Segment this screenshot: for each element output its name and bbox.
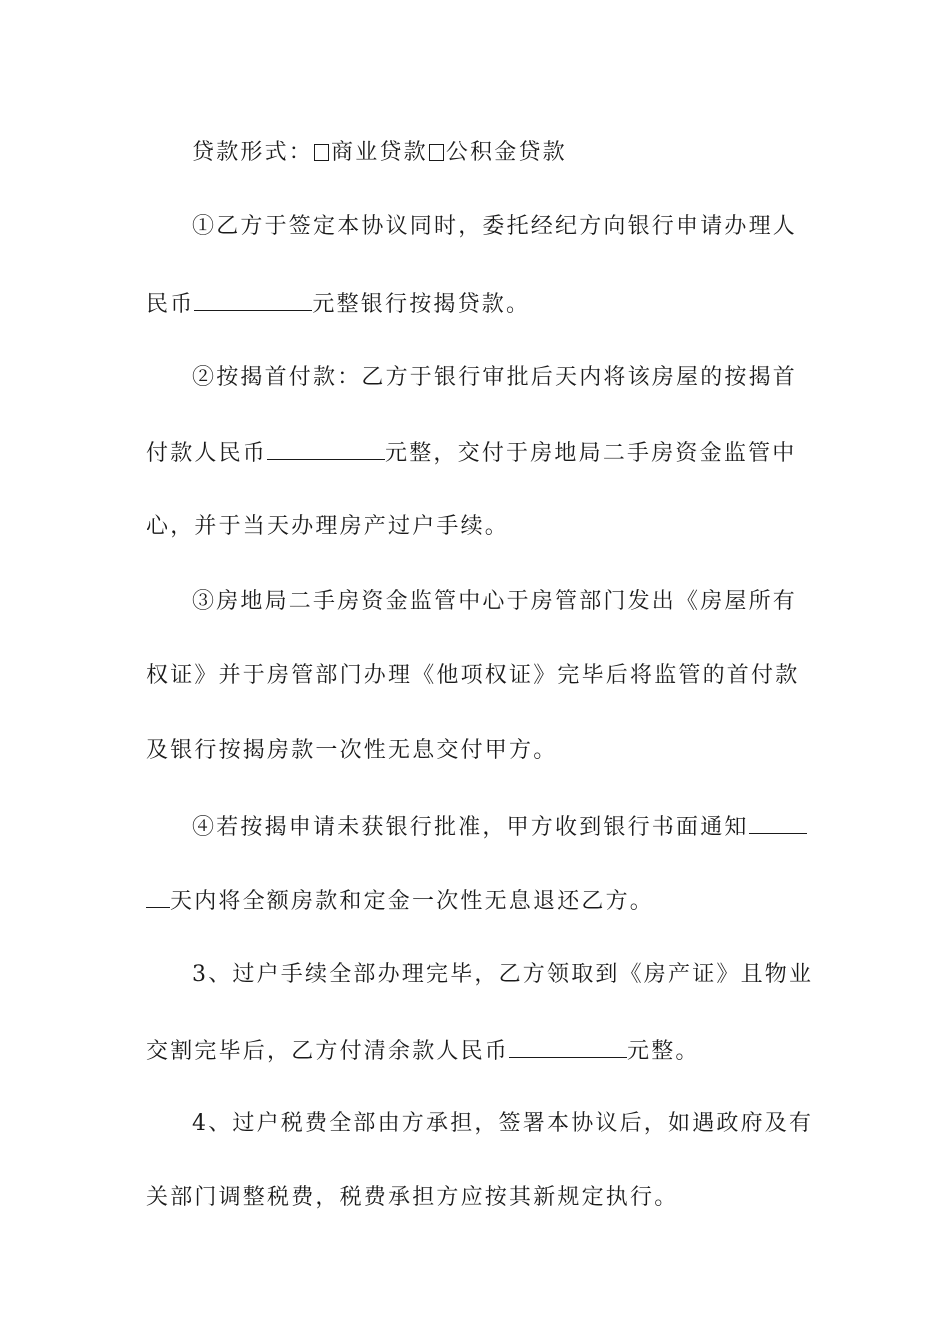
para1-text-b: 元整银行按揭贷款。 xyxy=(312,292,531,317)
para2-text-a: 付款人民币 xyxy=(146,441,268,466)
para3-line3: 及银行按揭房款一次性无息交付甲方。 xyxy=(146,738,558,763)
para1-line1: ①乙方于签定本协议同时，委托经纪方向银行申请办理人 xyxy=(192,214,798,239)
para4-line2 xyxy=(146,885,846,917)
para2-line3: 心，并于当天办理房产过户手续。 xyxy=(146,514,510,539)
provident-fund-loan-checkbox[interactable] xyxy=(429,144,444,161)
para5-line1: 3、过户手续全部办理完毕，乙方领取到《房产证》且物业 xyxy=(192,962,814,987)
para5-text-a: 交割完毕后，乙方付清余款人民币 xyxy=(146,1039,510,1064)
para5-text-b: 元整。 xyxy=(627,1039,700,1064)
para2-line1: ②按揭首付款：乙方于银行审批后天内将该房屋的按揭首 xyxy=(192,365,798,390)
para3-line2: 权证》并于房管部门办理《他项权证》完毕后将监管的首付款 xyxy=(146,663,800,688)
notice-days-blank-part2[interactable] xyxy=(146,885,170,908)
notice-days-blank-part1[interactable] xyxy=(749,811,807,834)
commercial-loan-checkbox[interactable] xyxy=(314,144,329,161)
para1-text-a: 民币 xyxy=(146,292,195,317)
balance-amount-blank[interactable] xyxy=(509,1035,627,1058)
loan-form-label: 贷款形式： xyxy=(192,140,314,165)
para2-text-b: 元整，交付于房地局二手房资金监管中 xyxy=(385,441,797,466)
para5-line2 xyxy=(146,1035,846,1067)
para4-text-a: ④若按揭申请未获银行批准，甲方收到银行书面通知 xyxy=(192,815,749,840)
loan-form-line xyxy=(192,138,892,168)
loan-amount-blank[interactable] xyxy=(194,288,312,311)
commercial-loan-label: 商业贷款 xyxy=(331,140,428,165)
para1-line2 xyxy=(146,288,846,320)
para3-line1: ③房地局二手房资金监管中心于房管部门发出《房屋所有 xyxy=(192,589,798,614)
para2-line2 xyxy=(146,437,846,469)
para4-text-b: 天内将全额房款和定金一次性无息退还乙方。 xyxy=(170,889,655,914)
para6-line2: 关部门调整税费，税费承担方应按其新规定执行。 xyxy=(146,1185,679,1210)
down-payment-blank[interactable] xyxy=(267,437,385,460)
provident-fund-loan-label: 公积金贷款 xyxy=(445,140,567,165)
para4-line1 xyxy=(192,811,892,843)
para6-line1: 4、过户税费全部由方承担，签署本协议后，如遇政府及有 xyxy=(192,1111,814,1136)
